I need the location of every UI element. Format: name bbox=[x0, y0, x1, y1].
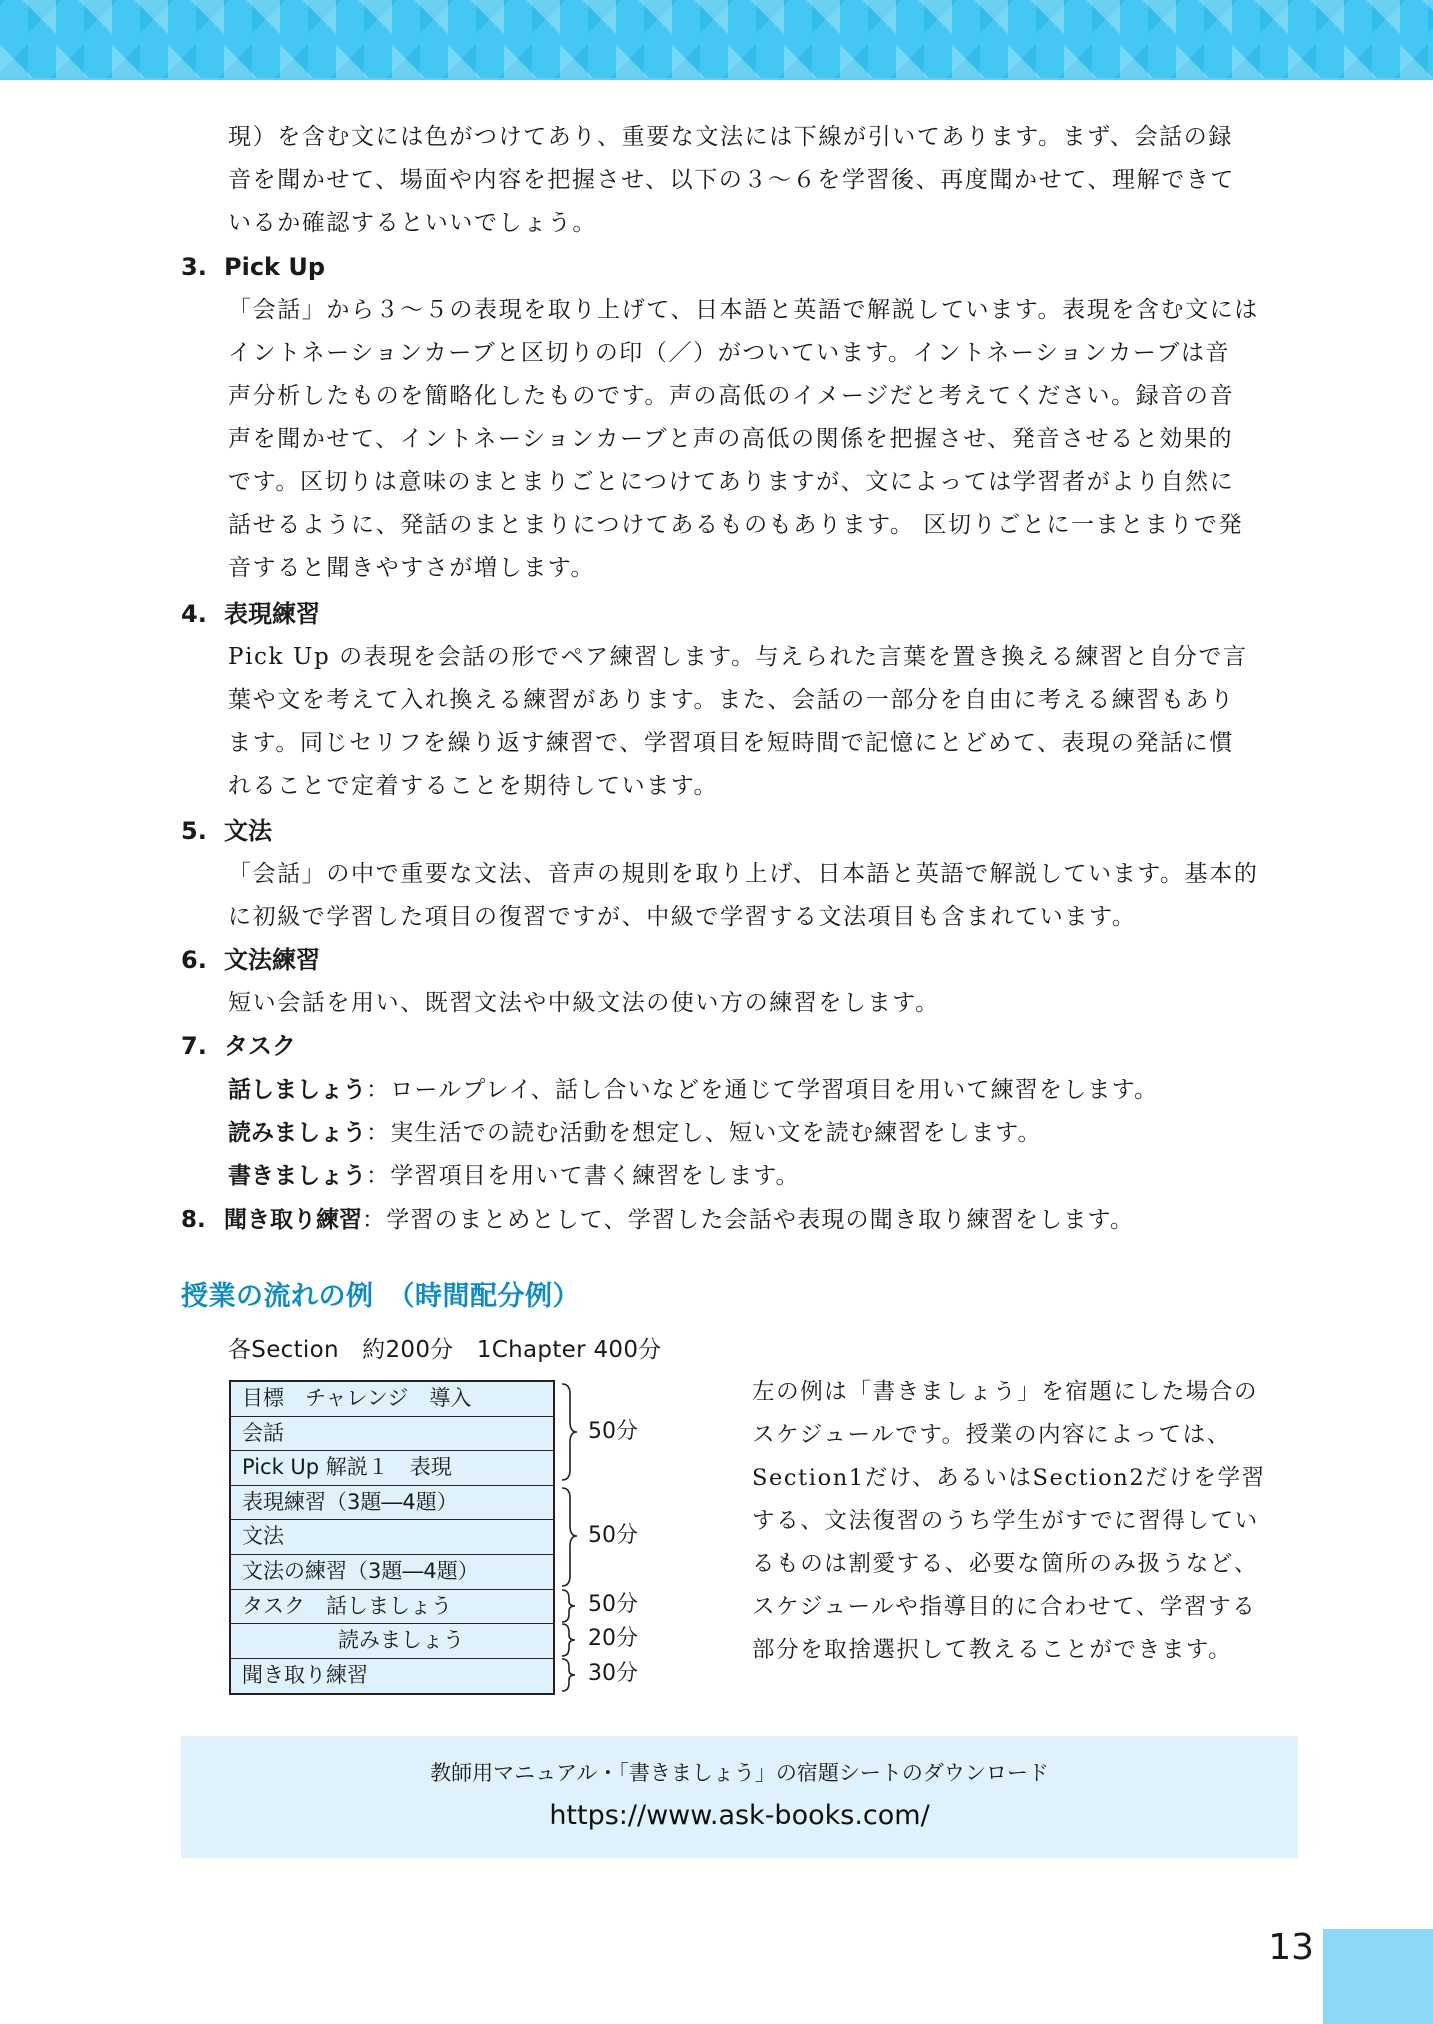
curly-brace-icon bbox=[562, 1590, 575, 1622]
section-heading-listening-practice bbox=[181, 1199, 1134, 1242]
paragraph-line: 葉や文を考えて入れ換える練習があります。また、会話の一部分を自由に考える練習もあり bbox=[228, 687, 1235, 713]
schedule-row: Pick Up 解説１ 表現 bbox=[231, 1451, 553, 1486]
section-title: 聞き取り練習 bbox=[224, 1207, 362, 1233]
download-url-link[interactable]: https://www.ask-books.com/ bbox=[549, 1800, 930, 1831]
section-title: 文法練習 bbox=[224, 946, 320, 974]
time-label: 20分 bbox=[588, 1626, 638, 1651]
paragraph-line: 声を聞かせて、イントネーションカーブと声の高低の関係を把握させ、発音させると効果的 bbox=[228, 426, 1234, 452]
section-number: 6. bbox=[181, 946, 207, 974]
page-corner-tab bbox=[1323, 1929, 1433, 2024]
lesson-flow-note bbox=[752, 1371, 1302, 1672]
download-info-box bbox=[181, 1736, 1298, 1858]
intro-line: いるか確認するといいでしょう。 bbox=[228, 210, 597, 236]
schedule-row: 表現練習（3題―4題） bbox=[231, 1486, 553, 1521]
section-heading-expression-practice bbox=[181, 593, 320, 636]
task-item-writing bbox=[228, 1155, 800, 1198]
section-title: 表現練習 bbox=[224, 600, 320, 628]
time-label: 50分 bbox=[588, 1592, 638, 1617]
schedule-row: 文法の練習（3題―4題） bbox=[231, 1555, 553, 1590]
schedule-row: 会話 bbox=[231, 1417, 553, 1452]
curly-brace-icon bbox=[562, 1488, 577, 1586]
schedule-row: 文法 bbox=[231, 1520, 553, 1555]
section-heading-task bbox=[181, 1025, 296, 1068]
note-line: Section1だけ、あるいはSection2だけを学習 bbox=[752, 1465, 1266, 1491]
note-line: スケジュールです。授業の内容によっては、 bbox=[752, 1422, 1231, 1448]
time-label: 30分 bbox=[588, 1661, 638, 1686]
intro-line: 音を聞かせて、場面や内容を把握させ、以下の３～６を学習後、再度聞かせて、理解できて bbox=[228, 167, 1235, 193]
schedule-row: 読みましょう bbox=[231, 1624, 553, 1659]
paragraph-line: です。区切りは意味のまとまりごとにつけてありますが、文によっては学習者がより自然に bbox=[228, 469, 1235, 495]
paragraph-line: 短い会話を用い、既習文法や中級文法の使い方の練習をします。 bbox=[228, 990, 940, 1016]
note-line: るものは割愛する、必要な箇所のみ扱うなど、 bbox=[752, 1551, 1259, 1577]
paragraph-line: 「会話」から３～５の表現を取り上げて、日本語と英語で解説しています。表現を含む文には bbox=[228, 297, 1259, 323]
paragraph-line: 話せるように、発話のまとまりにつけてあるものもあります。 区切りごとに一まとまりで発 bbox=[228, 512, 1244, 538]
time-allocation-braces bbox=[560, 1380, 680, 1692]
section-number: 4. bbox=[181, 600, 207, 628]
paragraph-line: 音すると聞きやすさが増します。 bbox=[228, 555, 596, 581]
page-number: 13 bbox=[1268, 1927, 1314, 1968]
section-title: 文法 bbox=[224, 817, 272, 845]
paragraph-line: 「会話」の中で重要な文法、音声の規則を取り上げ、日本語と英語で解説しています。基本的 bbox=[228, 861, 1259, 887]
time-label: 50分 bbox=[588, 1419, 638, 1444]
paragraph-line: イントネーションカーブと区切りの印（／）がついています。イントネーションカーブは音 bbox=[228, 340, 1231, 366]
curly-brace-icon bbox=[562, 1624, 575, 1656]
intro-line: 現）を含む文には色がつけてあり、重要な文法には下線が引いてあります。まず、会話の録 bbox=[228, 124, 1233, 150]
section-title: Pick Up bbox=[224, 253, 326, 281]
task-label: 話しましょう bbox=[228, 1077, 366, 1103]
task-description: ：ロールプレイ、話し合いなどを通じて学習項目を用いて練習をします。 bbox=[366, 1077, 1159, 1103]
decorative-header-pattern bbox=[0, 0, 1433, 80]
section-heading-grammar bbox=[181, 810, 272, 853]
lesson-flow-subtitle: 各Section 約200分 1Chapter 400分 bbox=[228, 1337, 662, 1363]
curly-brace-icon bbox=[562, 1659, 575, 1691]
paragraph-line: 声分析したものを簡略化したものです。声の高低のイメージだと考えてください。録音の音 bbox=[228, 383, 1235, 409]
task-label: 読みましょう bbox=[228, 1120, 366, 1146]
time-label: 50分 bbox=[588, 1523, 638, 1548]
task-description: ：学習項目を用いて書く練習をします。 bbox=[366, 1163, 800, 1189]
paragraph-line: Pick Up の表現を会話の形でペア練習します。与えられた言葉を置き換える練習と自分で言 bbox=[228, 644, 1248, 670]
task-item-reading bbox=[228, 1112, 1042, 1155]
section-description: ：学習のまとめとして、学習した会話や表現の聞き取り練習をします。 bbox=[362, 1207, 1135, 1233]
section-heading-pick-up bbox=[181, 246, 325, 289]
paragraph-line: に初級で学習した項目の復習ですが、中級で学習する文法項目も含まれています。 bbox=[228, 904, 1137, 930]
section-title: タスク bbox=[224, 1032, 296, 1060]
section-number: 3. bbox=[181, 253, 207, 281]
note-line: する、文法復習のうち学生がすでに習得してい bbox=[752, 1508, 1259, 1534]
lesson-flow-title: 授業の流れの例 （時間配分例） bbox=[181, 1281, 580, 1312]
paragraph-line: ます。同じセリフを繰り返す練習で、学習項目を短時間で記憶にとどめて、表現の発話に慣 bbox=[228, 730, 1234, 756]
schedule-row: 目標 チャレンジ 導入 bbox=[231, 1382, 553, 1417]
section-number: 8. bbox=[181, 1207, 206, 1233]
task-item-speaking bbox=[228, 1069, 1158, 1112]
paragraph-line: れることで定着することを期待しています。 bbox=[228, 773, 719, 799]
curly-brace-icon bbox=[562, 1384, 577, 1480]
section-number: 7. bbox=[181, 1032, 207, 1060]
task-label: 書きましょう bbox=[228, 1163, 366, 1189]
section-heading-grammar-practice bbox=[181, 939, 320, 982]
schedule-row: タスク 話しましょう bbox=[231, 1590, 553, 1625]
schedule-table bbox=[229, 1380, 555, 1695]
section-number: 5. bbox=[181, 817, 207, 845]
schedule-row: 聞き取り練習 bbox=[242, 1662, 368, 1687]
note-line: スケジュールや指導目的に合わせて、学習する bbox=[752, 1594, 1257, 1620]
note-line: 部分を取捨選択して教えることができます。 bbox=[752, 1637, 1233, 1663]
note-line: 左の例は「書きましょう」を宿題にした場合の bbox=[752, 1379, 1259, 1405]
download-caption: 教師用マニュアル・「書きましょう」の宿題シートのダウンロード bbox=[430, 1761, 1049, 1785]
curly-brace-icons bbox=[560, 1380, 590, 1692]
task-description: ：実生活での読む活動を想定し、短い文を読む練習をします。 bbox=[366, 1120, 1042, 1146]
